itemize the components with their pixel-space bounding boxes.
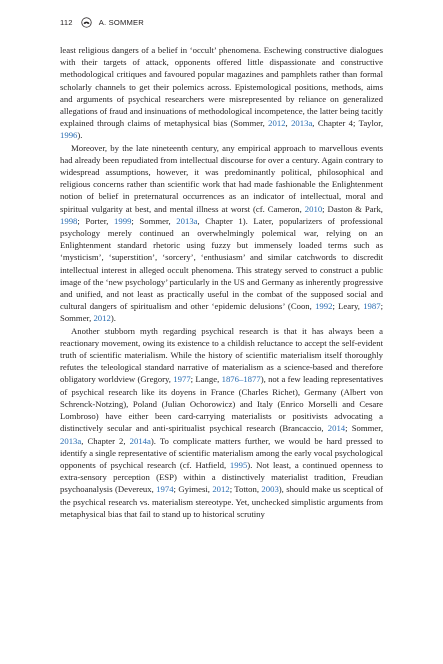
citation-link[interactable]: 1974 [156, 484, 174, 495]
paragraph [60, 44, 383, 142]
paragraph-text: ; Porter, [77, 215, 115, 226]
paragraph-text: ; Lange, [190, 374, 222, 385]
page-number: 112 [60, 17, 73, 27]
paragraph-text: , Chapter 4; Taylor, [312, 118, 383, 129]
paragraph [60, 142, 383, 325]
paragraph-text: , Chapter 1). Later, popularizers of professional psychology merely continued an overwhelmingly polemical war, relying on an Enlightenment standard rhetoric using fuzzy but immensely loaded terms such as ‘mysticism’, ‘superstition’, ‘sorcery’, ‘enthusiasm’ and similar catchwords to discredit intellectual interest in alleged occult phenomena. This strategy served to construct a public image of the ‘new psychology’ particularly in the US and Germany as inherently progressive and unified, and not least as practically useful in the combat of the supposed social and cultural dangers of spiritualism and other ‘epidemic delusions’ (Coon, [60, 215, 383, 312]
citation-link[interactable]: 2013a [60, 435, 82, 446]
citation-link[interactable]: 1992 [315, 301, 333, 312]
paragraph-text: ). To complicate matters further, we would be hard pressed to identify a single representative of scientific materialism among the early vocal psychological opponents of psychical research (cf. Hatfield, [60, 435, 384, 470]
paragraph-text: ; Daston & Park, [322, 203, 383, 214]
paragraph-text: ; Gyimesi, [173, 484, 213, 495]
citation-link[interactable]: 2003 [261, 484, 279, 495]
publisher-logo-icon [81, 17, 92, 28]
citation-link[interactable]: 1876–1877 [221, 374, 261, 385]
citation-link[interactable]: 2013a [291, 118, 313, 129]
paragraph-text: Another stubborn myth regarding psychical research is that it has always been a reactionary movement, owing its existence to a childish reluctance to accept the self-evident truth of scientific materialism. While the history of scientific materialism itself thoroughly refutes the teleological standard narrative of materialism as a science-based and therefore obligatory worldview (Gregory, [60, 325, 383, 385]
paragraph-text: ; Sommer, [131, 215, 177, 226]
running-header-author: A. SOMMER [98, 17, 144, 27]
citation-link[interactable]: 1995 [229, 459, 248, 470]
citation-link[interactable]: 1977 [173, 374, 191, 385]
citation-link[interactable]: 1987 [363, 301, 381, 312]
running-header [60, 14, 144, 30]
body-text [60, 44, 383, 520]
citation-link[interactable]: 1998 [60, 215, 78, 226]
citation-link[interactable]: 1996 [60, 130, 78, 141]
citation-link[interactable]: 2013a [176, 215, 198, 226]
paragraph-text: , [285, 118, 292, 129]
citation-link[interactable]: 2012 [268, 118, 286, 129]
paragraph-text: ). Not least, a continued openness to extra-sensory perception (ESP) within a distinctively materialist tradition, Freudian psychoanalysis (Devereux, [60, 459, 383, 495]
paragraph-text: ; Leary, [332, 301, 364, 312]
citation-link[interactable]: 2010 [304, 203, 323, 214]
citation-link[interactable]: 2012 [93, 313, 111, 324]
citation-link[interactable]: 2014 [327, 423, 346, 434]
citation-link[interactable]: 2012 [212, 484, 230, 495]
paragraph-text: ; Sommer, [345, 423, 383, 434]
paragraph-text: ; Sommer, [60, 301, 383, 324]
citation-link[interactable]: 1999 [114, 215, 132, 226]
citation-link[interactable]: 2014a [129, 435, 151, 446]
paragraph [60, 325, 383, 520]
paragraph-text: , Chapter 2, [81, 435, 130, 446]
paragraph-text: ), should make us sceptical of the psychical research vs. materialism stereotype. Yet, unchecked simplistic arguments from metaphysical bias that fail to stand up to historical scrutiny [60, 484, 383, 519]
paragraph-text: ), not a few leading representatives of psychical research like its doyens in France (Charles Richet), Germany (Albert von Schrenck-Notzing), Poland (Julian Ochorowicz) and Italy (Enrico Morselli and Cesare Lombroso) have either been card-carrying materialists or positivists advocating a distinctively secular and anti-spiritualist psychical research (Brancaccio, [60, 374, 384, 434]
paragraph-text: Moreover, by the late nineteenth century, any empirical approach to marvellous events had already been repudiated from intellectual discourse for over a century. Again contrary to widespread assumptions, however, it was predominantly political, philosophical and religious concerns rather than scientific work that had made fashionable the Enlightenment notion of belief in preternatural occurrences as an indicator of intellectual, moral and spiritual vulgarity at best, and mental illness at worst (cf. Cameron, [60, 142, 383, 214]
paragraph-text: ). [77, 130, 83, 141]
paragraph-text: ; Totton, [229, 484, 262, 495]
paragraph-text: least religious dangers of a belief in ‘occult’ phenomena. Eschewing constructive dialogues with their targets of attack, opponents offered little dispassionate and constructive methodological critiques and favoured popular magazines and pamphlets rather than formal scholarly channels to get their polemics across. Epistemological positions, methods, aims and arguments of psychical researchers were misrepresented by reliance on generalized allegations of fraud and insinuations of methodological incompetence, the latter being tacitly explained through claims of metaphysical bias (Sommer, [60, 45, 383, 129]
paragraph-text: ). [110, 313, 116, 324]
